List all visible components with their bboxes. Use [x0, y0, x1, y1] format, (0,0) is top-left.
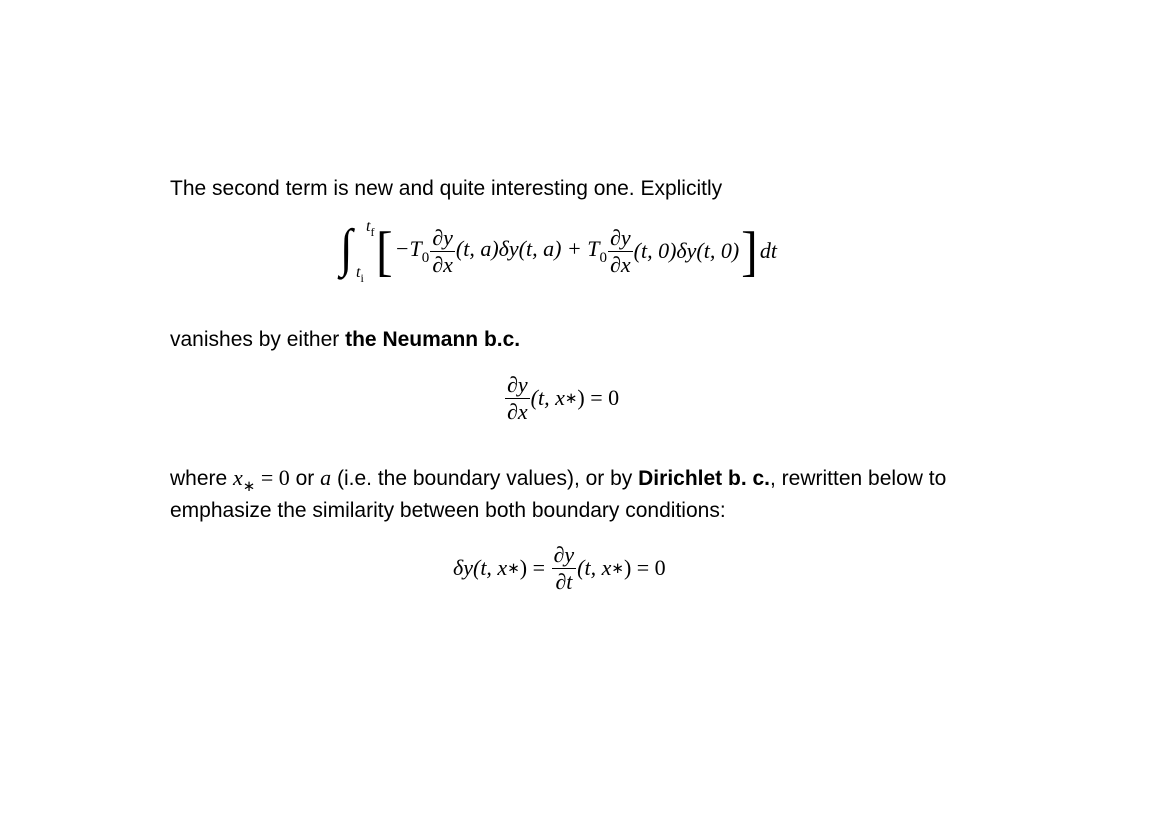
equation-dirichlet	[453, 540, 666, 596]
equation-neumann	[504, 370, 619, 426]
dirichlet-lhs: δy(t, x	[453, 555, 508, 580]
partial-fraction-dirichlet	[552, 541, 577, 594]
partial-fraction-1	[430, 224, 455, 277]
dirichlet-star1: ∗	[507, 560, 520, 577]
minus-T: $-T_0$	[394, 235, 430, 266]
or-text: or	[289, 467, 321, 490]
right-bracket: ]	[741, 220, 758, 282]
dt-symbol: dt	[759, 238, 777, 263]
term2-args: (t, 0)δy(t, 0)	[633, 238, 740, 263]
dirichlet-den: ∂t	[555, 568, 573, 594]
neumann-tail: ) = 0	[577, 385, 620, 410]
paragraph-emphasize	[170, 494, 726, 527]
where-text: where	[170, 467, 234, 490]
intro-text: The second term is new and quite interesting one. Explicitly	[170, 177, 723, 200]
emphasize-text: emphasize the similarity between both boundary conditions:	[170, 499, 726, 522]
dirichlet-tail: ) = 0	[623, 555, 666, 580]
partial-fraction-neumann	[505, 371, 530, 424]
paragraph-intro	[170, 172, 722, 205]
paragraph-neumann	[170, 323, 520, 356]
neumann-den: ∂x	[507, 398, 528, 424]
neumann-star: ∗	[564, 390, 578, 407]
dirichlet-bold: Dirichlet b. c.	[638, 467, 771, 490]
equation-integral	[340, 218, 777, 284]
dirichlet-lhs-close: ) =	[519, 555, 551, 580]
neumann-num: ∂y	[507, 371, 528, 397]
a-inline: a	[320, 465, 332, 490]
frac1-num: ∂y	[432, 224, 453, 250]
neumann-bold: the Neumann b.c.	[345, 328, 521, 351]
integral-sign: ∫ $t_f$ $t_i$	[340, 218, 375, 285]
neumann-prefix: vanishes by either	[170, 328, 346, 351]
upper-limit-sub: f	[370, 225, 375, 239]
xstar-inline: $x_∗ = 0$	[233, 465, 290, 495]
term1-args: (t, a)δy(t, $a) + T_0$	[455, 235, 607, 266]
frac1-den: ∂x	[432, 251, 453, 277]
left-bracket: [	[376, 220, 393, 282]
dirichlet-num: ∂y	[553, 541, 575, 567]
partial-fraction-2	[608, 224, 633, 277]
lower-limit: t	[356, 264, 361, 281]
dirichlet-args: (t, x	[577, 555, 612, 580]
mid-text: (i.e. the boundary values), or by	[331, 467, 639, 490]
lower-limit-sub: i	[360, 271, 364, 285]
neumann-args: (t, x	[530, 385, 565, 410]
suffix-text: , rewritten below to	[770, 467, 947, 490]
upper-limit: t	[366, 218, 371, 235]
frac2-num: ∂y	[610, 224, 631, 250]
frac2-den: ∂x	[610, 251, 631, 277]
dirichlet-star2: ∗	[611, 560, 624, 577]
